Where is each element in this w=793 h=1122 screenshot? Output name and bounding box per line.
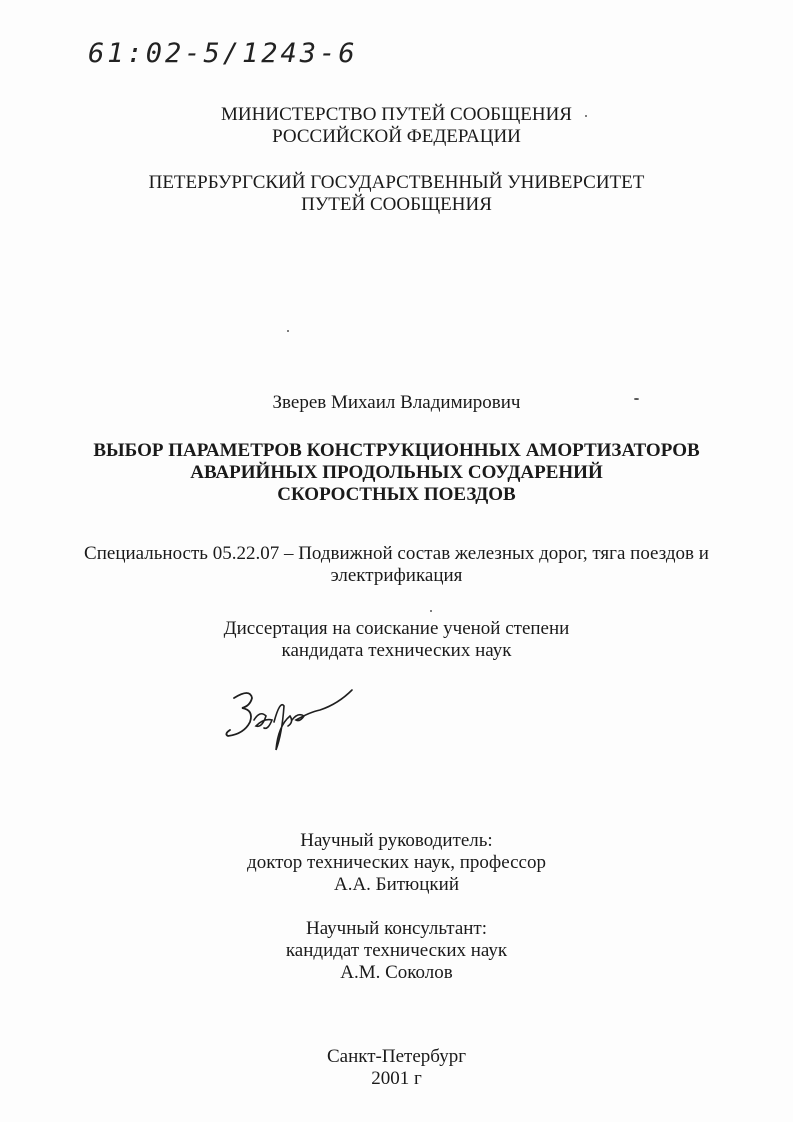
archive-code-handwritten: 61:02-5/1243-6 — [88, 38, 358, 69]
specialty-line-2: электрификация — [330, 565, 463, 586]
title-line-2: АВАРИЙНЫХ ПРОДОЛЬНЫХ СОУДАРЕНИЙ — [190, 462, 603, 483]
place: Санкт-Петербург — [326, 1046, 466, 1067]
title-line-3: СКОРОСТНЫХ ПОЕЗДОВ — [277, 484, 516, 505]
consultant-degree: кандидат технических наук — [285, 940, 508, 961]
author-signature — [220, 676, 370, 756]
supervisor-degree: доктор технических наук, профессор — [247, 852, 546, 873]
scan-speck — [585, 115, 587, 117]
consultant-role: Научный консультант: — [305, 918, 488, 939]
author-name: Зверев Михаил Владимирович — [272, 392, 521, 413]
scan-speck — [430, 610, 432, 612]
title-line-1: ВЫБОР ПАРАМЕТРОВ КОНСТРУКЦИОННЫХ АМОРТИЗАТОРОВ — [93, 440, 700, 461]
supervisor-role: Научный руководитель: — [300, 830, 493, 851]
consultant-name: А.М. Соколов — [340, 962, 453, 983]
dissertation-line-1: Диссертация на соискание ученой степени — [223, 618, 570, 639]
scan-speck — [634, 398, 639, 400]
ministry-line-2: РОССИЙСКОЙ ФЕДЕРАЦИИ — [272, 126, 521, 147]
scan-speck — [287, 330, 289, 332]
year: 2001 г — [371, 1068, 422, 1089]
supervisor-name: А.А. Битюцкий — [333, 874, 459, 895]
university-line-2: ПУТЕЙ СООБЩЕНИЯ — [301, 194, 492, 215]
dissertation-line-2: кандидата технических наук — [281, 640, 512, 661]
university-line-1: ПЕТЕРБУРГСКИЙ ГОСУДАРСТВЕННЫЙ УНИВЕРСИТЕТ — [148, 172, 645, 193]
ministry-line-1: МИНИСТЕРСТВО ПУТЕЙ СООБЩЕНИЯ — [221, 104, 572, 125]
specialty-line-1: Специальность 05.22.07 – Подвижной состав железных дорог, тяга поездов и — [84, 543, 709, 564]
